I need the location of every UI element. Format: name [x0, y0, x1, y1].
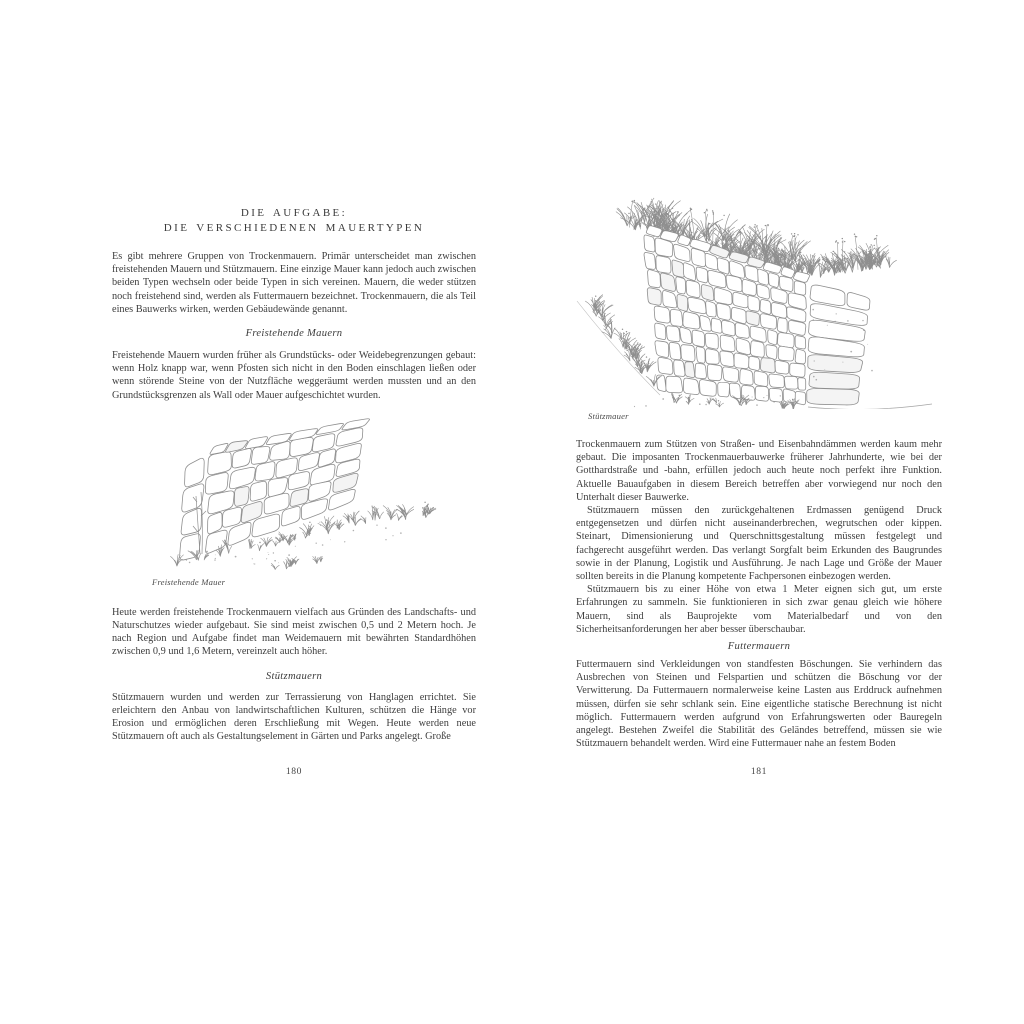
- stuetzmauern-paragraph: Stützmauern wurden und werden zur Terrassierung von Hanglagen errichtet. Sie erleichtern den Anbau von landwirtschaftlichen Kulturen, schützen die Hänge vor Erosion und ermöglichen deren Erschließung mit Wegen. Heute werden neue Stützmauern oft auch als Gestaltungselement in Gärten und Parks angelegt. Große: [112, 691, 476, 743]
- intro-paragraph: Es gibt mehrere Gruppen von Trockenmauern. Primär unterscheidet man zwischen freistehenden Mauern und Stützmauern. Eine einzige Mauer kann jedoch auch zwischen beiden Typen wechseln oder beide Typen in sich vereinen. Mauern, die weder stützen noch freistehend sind, werden als Futtermauern bezeichnet. Trockenmauern, die als Teil eines Bauwerks wirken, werden Gebäudewände genannt.: [112, 251, 476, 315]
- right-page-number: 181: [750, 766, 768, 777]
- right-page: [576, 183, 942, 750]
- stuetzmauer-paragraph-1: Trockenmauern zum Stützen von Straßen- und Eisenbahndämmen werden kaum mehr gebaut. Die imposanten Trockenmauerbauwerke früherer Jahrhunderte, wie bei der Gotthardstraße und -bahn, erfüllen jedoch auch heute noch perfekt ihre Funktion. Aktuelle Bauaufgaben in diesem Bereich betreffen aber vorwiegend nur noch den Unterhalt dieser Bauwerke.: [576, 439, 942, 503]
- chapter-heading-line2: DIE VERSCHIEDENEN MAUERTYPEN: [163, 222, 425, 234]
- retaining-wall-illustration: [572, 183, 952, 409]
- stuetzmauer-paragraph-2: Stützmauern müssen den zurückgehaltenen Erdmassen genügend Druck entgegensetzen und dürfen nicht auseinanderbrechen, wegrutschen oder kippen. Steinart, Dimensionierung und Querschnittsgestaltung müssen festgelegt und fachgerecht ausgeführt werden. Das verlangt Sorgfalt beim Erkunden des Baugrundes sowie in der Planung, Logistik und Ausführung. Je nach Lage und Größe der Mauer sollten bereits in die Planung kompetente Fachpersonen einbezogen werden.: [576, 505, 942, 583]
- freistehende-paragraph-2: Heute werden freistehende Trockenmauern vielfach aus Gründen des Landschafts- und Naturschutzes wieder aufgebaut. Sie sind meist zwischen 0,5 und 2 Metern hoch. Je nach Region und Aufgabe findet man Weidemauern mit bewährten Standardhöhen zwischen 0,9 und 1,6 Metern, vereinzelt auch höher.: [112, 606, 476, 658]
- left-page-number: 180: [285, 766, 303, 777]
- freestanding-wall-illustration: [122, 414, 467, 572]
- section-title-freistehende-mauern: Freistehende Mauern: [245, 328, 343, 340]
- chapter-heading: [112, 206, 476, 236]
- left-page: [112, 206, 476, 743]
- section-title-futtermauern: Futtermauern: [727, 641, 791, 653]
- section-title-stuetzmauern: Stützmauern: [265, 670, 323, 682]
- chapter-heading-line1: DIE AUFGABE:: [240, 207, 348, 219]
- left-illustration-caption: Freistehende Mauer: [152, 576, 226, 587]
- stuetzmauer-paragraph-3: Stützmauern bis zu einer Höhe von etwa 1 Meter eignen sich gut, um erste Erfahrungen zu sammeln. Sie funktionieren in sich zwar genau gleich wie höhere Mauern, sind als Bauprojekte vom Materialbedarf und von den Sicherheitsanforderungen her aber besser überschaubar.: [576, 584, 942, 635]
- freistehende-paragraph: Freistehende Mauern wurden früher als Grundstücks- oder Weidebegrenzungen gebaut: wenn Holz knapp war, wenn Pfosten sich nicht in den Boden einschlagen ließen oder wenn störende Steine von der Nutzfläche weggeräumt werden mussten und an den Grundstücksgrenzen als Wall oder Mauer aufgeschichtet wurden.: [112, 350, 476, 401]
- futtermauern-paragraph: Futtermauern sind Verkleidungen von standfesten Böschungen. Sie verhindern das Ausbrechen von Steinen und Felspartien und schützen die Böschung vor der Verwitterung. Da Futtermauern normalerweise keine Lasten aus Erddruck aufnehmen müssen, dürfen sie sehr schlank sein. Eine eigentliche statische Berechnung ist nicht möglich. Futtermauern werden aufgrund von Erfahrungswerten oder Bauregeln angelegt. Bestehen Zweifel die Stabilität des Geländes betreffend, müssen sie wie Stützmauern behandelt werden. Wird eine Futtermauer nahe an festem Boden: [576, 659, 942, 750]
- right-illustration-caption: Stützmauer: [588, 411, 629, 421]
